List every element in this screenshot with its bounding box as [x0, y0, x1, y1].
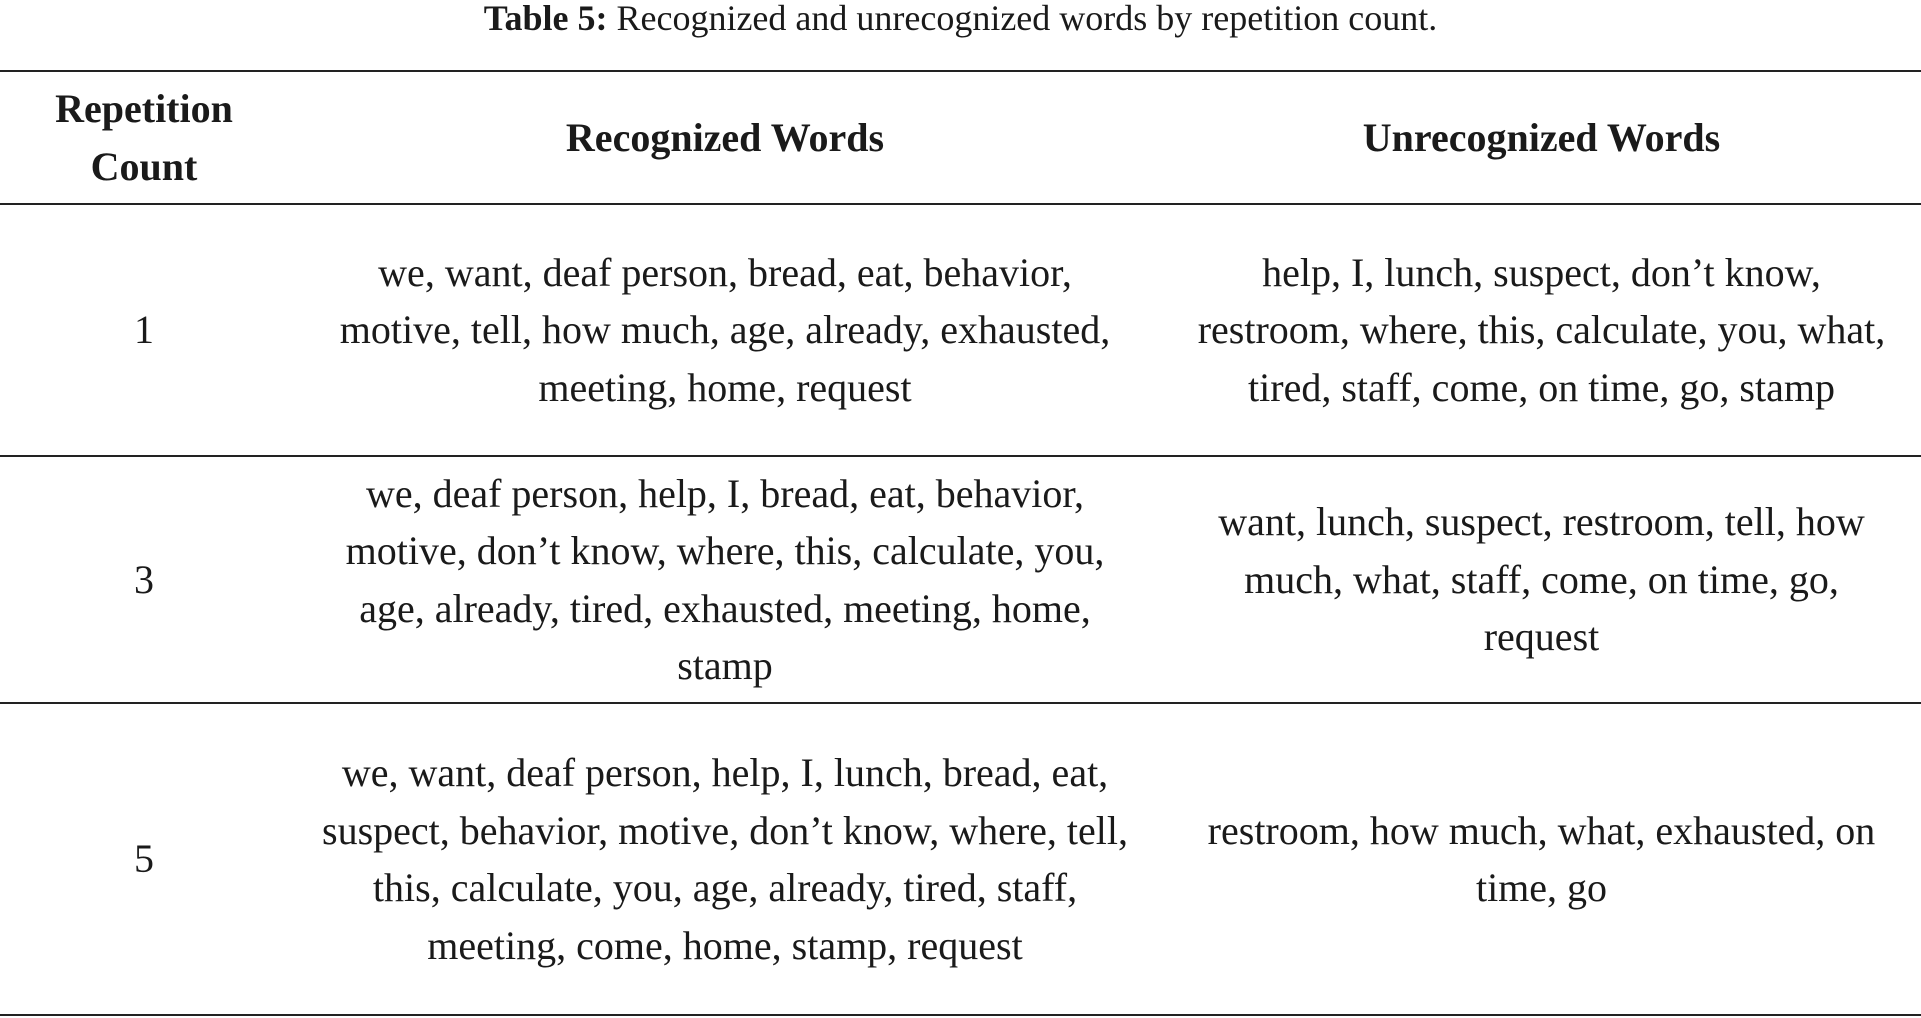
table-caption-text: Recognized and unrecognized words by repetition count. — [616, 0, 1438, 38]
table-caption — [0, 0, 1921, 36]
unrecognized-words-text: want, lunch, suspect, restroom, tell, how much, what, staff, come, on time, go, request — [1218, 499, 1865, 660]
cell-unrecognized-words — [1162, 703, 1921, 1015]
cell-unrecognized-words — [1162, 204, 1921, 456]
results-table — [0, 70, 1921, 1016]
recognized-words-text: we, want, deaf person, help, I, lunch, bread, eat, suspect, behavior, motive, don’t know, where, tell, this, calculate, you, age, already, tired, staff, meeting, come, home, stamp, request — [322, 750, 1128, 968]
header-repetition-line2: Count — [90, 143, 198, 189]
recognized-words-text: we, want, deaf person, bread, eat, behavior, motive, tell, how much, age, already, exhausted, meeting, home, request — [339, 249, 1111, 410]
header-repetition-count — [0, 71, 288, 204]
cell-recognized-words — [288, 456, 1162, 703]
header-recognized-words: Recognized Words — [565, 114, 885, 160]
cell-unrecognized-words — [1162, 456, 1921, 703]
header-repetition-line1: Repetition — [55, 86, 233, 131]
cell-repetition-count: 1 — [134, 307, 154, 353]
table-caption-label: Table 5: — [483, 0, 608, 38]
recognized-words-text: we, deaf person, help, I, bread, eat, behavior, motive, don’t know, where, this, calculate, you, age, already, tired, exhausted, meeting, home, stamp — [345, 470, 1105, 688]
cell-recognized-words — [288, 703, 1162, 1015]
table-row — [0, 703, 1921, 1015]
cell-recognized-words — [288, 204, 1162, 456]
table-row — [0, 204, 1921, 456]
header-unrecognized-words: Unrecognized Words — [1362, 114, 1721, 160]
table-row — [0, 456, 1921, 703]
cell-repetition-count: 3 — [134, 556, 154, 602]
cell-repetition-count: 5 — [134, 836, 154, 882]
unrecognized-words-text: restroom, how much, what, exhausted, on time, go — [1207, 807, 1876, 910]
table-header-row — [0, 71, 1921, 204]
unrecognized-words-text: help, I, lunch, suspect, don’t know, restroom, where, this, calculate, you, what, tired, staff, come, on time, go, stamp — [1197, 249, 1886, 410]
